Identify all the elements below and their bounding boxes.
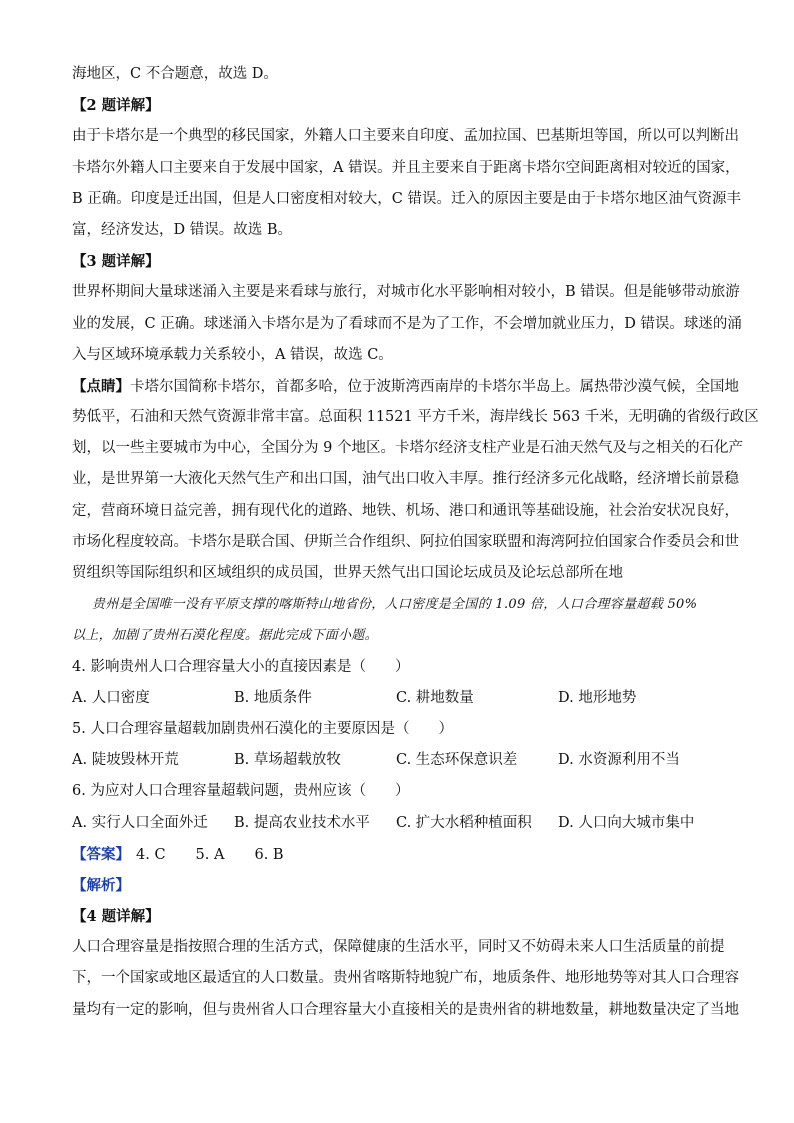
material-text: 以上，加剧了贵州石漠化程度。据此完成下面小题。 xyxy=(72,628,378,644)
text-line: 世界杯期间大量球迷涌入主要是来看球与旅行，对城市化水平影响相对较小，B 错误。但是能够带动旅游 xyxy=(72,284,740,301)
dianjing-line xyxy=(72,376,739,397)
text-line: 业，是世界第一大液化天然气生产和出口国，油气出口收入丰厚。推行经济多元化战略，经济增长前景稳 xyxy=(72,471,739,488)
text-line: 入与区域环境承载力关系较小，A 错误，故选 C。 xyxy=(72,346,393,363)
option-c: C. 扩大水稻种植面积 xyxy=(396,814,532,831)
section-heading: 【2 题详解】 xyxy=(72,97,160,115)
text-line: 人口合理容量是指按照合理的生活方式，保障健康的生活水平，同时又不妨碍未来人口生活质量的前提 xyxy=(72,939,725,956)
option-b: B. 地质条件 xyxy=(234,689,312,706)
option-d: D. 水资源利用不当 xyxy=(558,752,680,769)
text-line: B 正确。印度是迁出国，但是人口密度相对较大，C 错误。迁入的原因主要是由于卡塔尔地区油气资源丰 xyxy=(72,190,741,207)
option-a: A. 人口密度 xyxy=(72,689,150,706)
option-d: D. 地形地势 xyxy=(558,689,637,706)
material-text: 贵州是全国唯一没有平原支撑的喀斯特山地省份，人口密度是全国的 1.09 倍，人口合理容量超载 50% xyxy=(92,597,698,613)
text-line: 卡塔尔外籍人口主要来自于发展中国家，A 错误。并且主要来自于距离卡塔尔空间距离相对较近的国家， xyxy=(72,159,740,176)
option-d: D. 人口向大城市集中 xyxy=(558,814,695,831)
text-line: 业的发展，C 正确。球迷涌入卡塔尔是为了看球而不是为了工作，不会增加就业压力，D 错误。球迷的涌 xyxy=(72,315,742,332)
text-line: 势低平，石油和天然气资源非常丰富。总面积 11521 平方千米，海岸线长 563 千米，无明确的省级行政区 xyxy=(72,409,759,426)
option-a: A. 实行人口全面外迁 xyxy=(72,814,208,831)
option-a: A. 陡坡毁林开荒 xyxy=(72,752,179,769)
answer-6: 6. B xyxy=(254,846,284,863)
text-line: 定，营商环境日益完善，拥有现代化的道路、地铁、机场、港口和通讯等基础设施，社会治安状况良好， xyxy=(72,502,739,519)
question-5: 5. 人口合理容量超载加剧贵州石漠化的主要原因是（ ） xyxy=(72,720,453,737)
option-b: B. 提高农业技术水平 xyxy=(234,814,370,831)
answer-5: 5. A xyxy=(195,846,225,863)
text-line: 海地区，C 不合题意，故选 D。 xyxy=(72,66,278,82)
option-b: B. 草场超载放牧 xyxy=(234,752,341,769)
answer-label: 【答案】 xyxy=(72,845,130,863)
question-4-options xyxy=(72,688,722,709)
text-line: 富，经济发达，D 错误。故选 B。 xyxy=(72,221,292,238)
question-5-options xyxy=(72,750,722,771)
text-line: 划，以一些主要城市为中心，全国分为 9 个地区。卡塔尔经济支柱产业是石油天然气及与之相关的石化产 xyxy=(72,440,743,457)
analysis-heading: 【解析】 xyxy=(72,876,130,894)
option-c: C. 耕地数量 xyxy=(396,689,474,706)
question-4: 4. 影响贵州人口合理容量大小的直接因素是（ ） xyxy=(72,658,410,675)
document-page xyxy=(72,64,759,1031)
answer-4: 4. C xyxy=(136,846,166,863)
section-heading: 【4 题详解】 xyxy=(72,908,160,926)
text-line: 量均有一定的影响，但与贵州省人口合理容量大小直接相关的是贵州省的耕地数量，耕地数量决定了当地 xyxy=(72,1001,739,1018)
question-6: 6. 为应对人口合理容量超载问题，贵州应该（ ） xyxy=(72,783,410,800)
text-line: 卡塔尔国简称卡塔尔，首都多哈，位于波斯湾西南岸的卡塔尔半岛上。属热带沙漠气候，全国地 xyxy=(130,378,739,395)
question-6-options xyxy=(72,813,722,834)
option-c: C. 生态环保意识差 xyxy=(396,752,518,769)
dianjing-label: 【点睛】 xyxy=(72,377,130,395)
answer-line xyxy=(72,844,722,865)
text-line: 下，一个国家或地区最适宜的人口数量。贵州省喀斯特地貌广布，地质条件、地形地势等对其人口合理容 xyxy=(72,970,739,987)
section-heading: 【3 题详解】 xyxy=(72,253,160,271)
text-line: 贸组织等国际组织和区域组织的成员国，世界天然气出口国论坛成员及论坛总部所在地 xyxy=(72,565,623,581)
text-line: 市场化程度较高。卡塔尔是联合国、伊斯兰合作组织、阿拉伯国家联盟和海湾阿拉伯国家合作委员会和世 xyxy=(72,533,739,550)
text-line: 由于卡塔尔是一个典型的移民国家，外籍人口主要来自印度、孟加拉国、巴基斯坦等国，所以可以判断出 xyxy=(72,128,739,145)
